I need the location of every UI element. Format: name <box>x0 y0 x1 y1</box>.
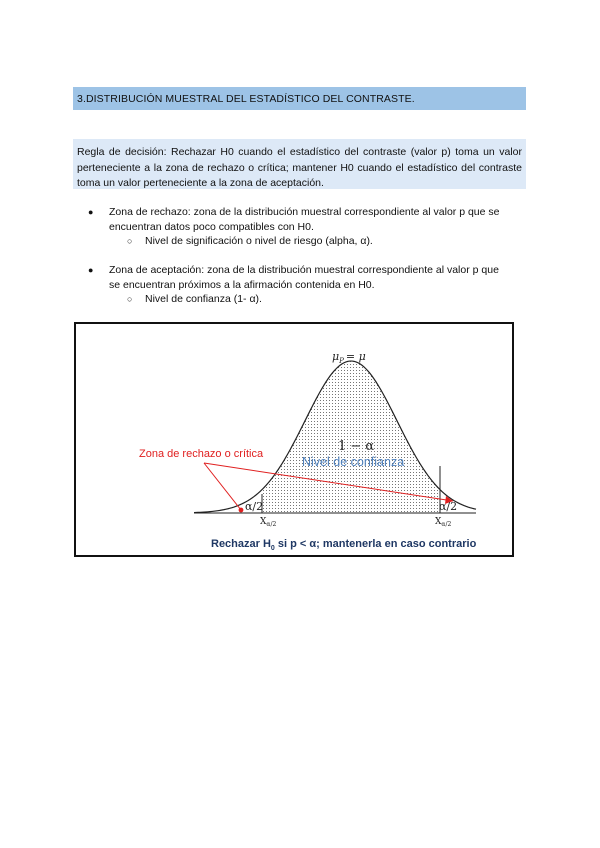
left-critical-value-label: $X_{\alpha/2}$ <box>260 517 277 528</box>
arrow-head-left <box>239 508 244 513</box>
bullet-dot: ● <box>88 207 94 217</box>
sub-bullet-dot: ○ <box>127 294 133 304</box>
figure-caption: Rechazar $H_0$ si p < α; mantenerla en caso contrario <box>211 538 477 552</box>
confidence-level-label: Nivel de confianza <box>302 455 405 469</box>
bullet-text-line: encuentran datos poco compatibles con H0. <box>109 221 314 233</box>
bullet-dot: ● <box>88 265 94 275</box>
sub-bullet-dot: ○ <box>127 236 133 246</box>
section-title: 3.DISTRIBUCIÓN MUESTRAL DEL ESTADÍSTICO DEL CONTRASTE. <box>73 87 526 110</box>
bullet-text-line: Zona de aceptación: zona de la distribución muestral correspondiente al valor p que <box>109 264 499 276</box>
bullet-text-line: se encuentran próximos a la afirmación contenida en H0. <box>109 279 375 291</box>
bullet-rejection-zone <box>109 205 527 235</box>
sub-bullet-confidence: Nivel de confianza (1- α). <box>145 293 262 305</box>
bullet-acceptance-zone <box>109 263 527 293</box>
distribution-figure <box>74 322 514 557</box>
right-tail-alpha-label: α/2 <box>439 500 458 513</box>
mean-label: $\mu_P = \mu$ <box>332 350 366 365</box>
rejection-zone-label: Zona de rechazo o crítica <box>139 448 264 460</box>
sub-bullet-significance: Nivel de significación o nivel de riesgo (alpha, α). <box>145 235 373 247</box>
acceptance-region-shading <box>262 361 440 513</box>
decision-rule-box: Regla de decisión: Rechazar H0 cuando el estadístico del contraste (valor p) toma un valor perteneciente a la zona de rechazo o crítica; mantener H0 cuando el estadístico del contraste toma un valor perteneciente a la zona de aceptación. <box>73 139 526 189</box>
right-critical-value-label: $X_{\alpha/2}$ <box>435 517 452 528</box>
rejection-arrow-left <box>204 463 241 510</box>
center-probability-label: 1 − α <box>338 439 375 454</box>
bullet-text-line: Zona de rechazo: zona de la distribución muestral correspondiente al valor p que se <box>109 206 500 218</box>
normal-curve-diagram <box>76 324 512 555</box>
left-tail-alpha-label: α/2 <box>245 500 264 513</box>
